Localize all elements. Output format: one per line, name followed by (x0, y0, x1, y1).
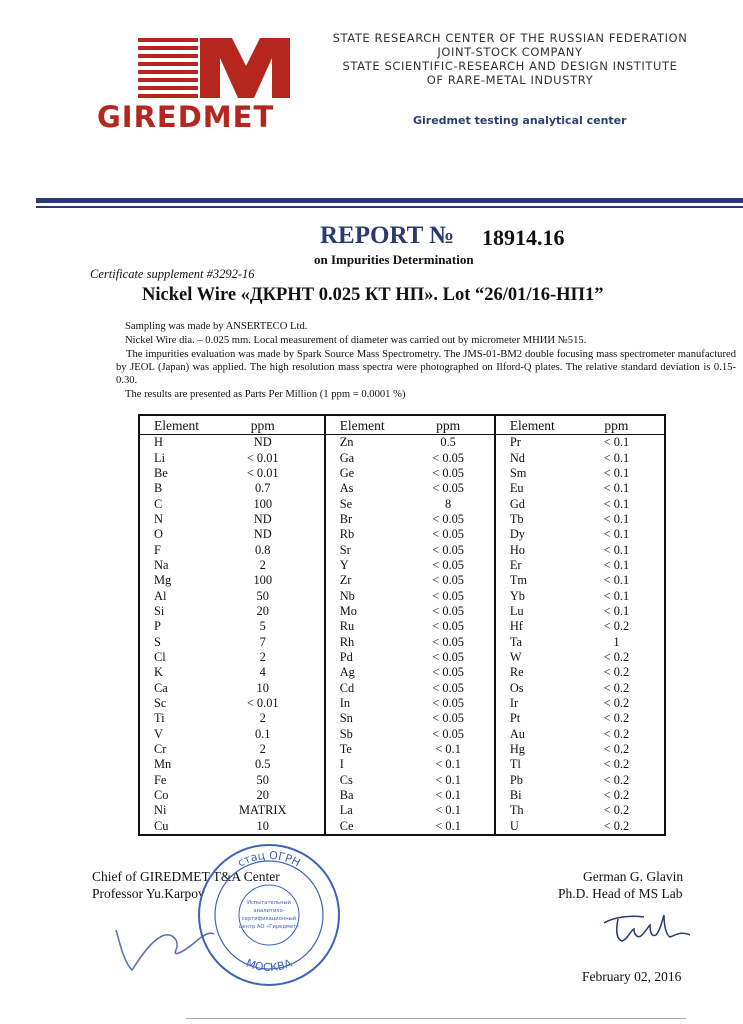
ppm-cell: 50 (256, 588, 269, 603)
ppm-cell: < 0.1 (603, 511, 630, 526)
table-row (139, 466, 665, 481)
stamp-center-line-1: Испытательный (247, 900, 291, 906)
element-cell: Sm (495, 466, 569, 481)
ppm-cell: < 0.2 (603, 803, 630, 818)
element-cell: V (154, 726, 163, 741)
element-cell: Au (495, 727, 569, 742)
ppm-cell: < 0.2 (603, 696, 630, 711)
ppm-cell: < 0.05 (432, 603, 465, 618)
ppm-cell: 1 (613, 634, 620, 649)
table-row (139, 681, 665, 696)
ppm-cell: < 0.05 (432, 465, 465, 480)
ppm-cell: ND (253, 527, 272, 542)
ppm-cell: 4 (259, 665, 266, 680)
ppm-cell: < 0.1 (603, 481, 630, 496)
ppm-cell: < 0.05 (432, 573, 465, 588)
lab-head-signature-icon (600, 905, 696, 951)
element-cell: Tl (495, 757, 569, 772)
column-header: ppm (402, 415, 494, 435)
element-cell: Zn (325, 435, 403, 451)
ppm-cell: < 0.2 (603, 619, 630, 634)
element-cell: K (154, 665, 163, 680)
table-row (139, 604, 665, 619)
ppm-cell: < 0.1 (435, 818, 461, 833)
element-cell: Hf (495, 619, 569, 634)
ppm-cell: < 0.01 (246, 696, 279, 711)
column-header: Element (325, 415, 403, 435)
element-cell: Os (495, 681, 569, 696)
ppm-cell: 0.5 (440, 435, 456, 450)
ppm-cell: < 0.01 (246, 450, 279, 465)
element-cell: Rh (325, 634, 403, 649)
ppm-cell: < 0.05 (432, 588, 465, 603)
ppm-cell: < 0.2 (603, 772, 630, 787)
stamp-center-line-3: сертификационный (241, 916, 297, 922)
institution-line-3: STATE SCIENTIFIC-RESEARCH AND DESIGN INSTITUTE (342, 59, 678, 73)
element-cell: Sb (325, 727, 403, 742)
element-cell: U (495, 819, 569, 835)
element-cell: Hg (495, 742, 569, 757)
column-header: ppm (202, 415, 325, 435)
element-cell: Th (495, 803, 569, 818)
header-divider-thick (36, 198, 743, 203)
ppm-cell: 2 (259, 742, 266, 757)
element-cell: Re (495, 665, 569, 680)
wire-text: Nickel Wire dia. – 0.025 mm. Local measurement of diameter was carried out by micrometer МНИИ №515. (125, 335, 587, 346)
table-row (139, 542, 665, 557)
institution-line-1: STATE RESEARCH CENTER OF THE RUSSIAN FEDERATION (332, 31, 688, 45)
element-cell: Mg (154, 573, 172, 588)
stamp-center-line-4: центр АО «Гиредмет» (238, 924, 300, 930)
element-cell: C (154, 496, 163, 511)
logo-wordmark: GIREDMET (97, 100, 275, 134)
table-row (139, 527, 665, 542)
ppm-cell: < 0.1 (603, 450, 630, 465)
ppm-cell: MATRIX (238, 803, 287, 818)
ppm-cell: < 0.05 (432, 481, 465, 496)
table-header-row (139, 415, 665, 435)
ppm-cell: < 0.05 (432, 649, 465, 664)
ppm-cell: < 0.1 (603, 527, 630, 542)
element-cell: Zr (325, 573, 403, 588)
table-row (139, 803, 665, 818)
table-row (139, 819, 665, 835)
ppm-cell: < 0.1 (603, 573, 630, 588)
ppm-cell: < 0.1 (603, 542, 630, 557)
element-cell: P (154, 619, 161, 634)
report-title: REPORT № (320, 222, 455, 249)
ppm-cell: < 0.05 (432, 634, 465, 649)
ppm-cell: < 0.1 (603, 603, 630, 618)
header-divider-thin (36, 206, 743, 208)
element-cell: B (154, 481, 163, 496)
table-row (139, 742, 665, 757)
element-cell: Ag (325, 665, 403, 680)
ppm-cell: < 0.2 (603, 742, 630, 757)
table-row (139, 558, 665, 573)
certificate-supplement: Certificate supplement #3292-16 (90, 267, 255, 281)
stamp-bottom-text: МОСКВА (244, 956, 294, 975)
ppm-cell: < 0.1 (435, 757, 461, 772)
element-cell: Y (325, 558, 403, 573)
element-cell: Se (325, 496, 403, 511)
footer-rule (186, 1018, 686, 1019)
table-row (139, 650, 665, 665)
element-cell: Mn (154, 757, 172, 772)
element-cell: Lu (495, 604, 569, 619)
ppm-cell: < 0.2 (603, 788, 630, 803)
ppm-cell: < 0.1 (603, 496, 630, 511)
element-cell: I (325, 757, 403, 772)
element-cell: Rb (325, 527, 403, 542)
ppm-cell: 10 (256, 818, 269, 833)
ppm-cell: < 0.1 (435, 803, 461, 818)
element-cell: W (495, 650, 569, 665)
element-cell: Gd (495, 496, 569, 511)
element-cell: O (154, 527, 163, 542)
element-cell: Ta (495, 634, 569, 649)
element-cell: Nd (495, 450, 569, 465)
element-cell: H (154, 435, 163, 450)
ppm-cell: 20 (256, 603, 269, 618)
element-cell: Ga (325, 450, 403, 465)
table-row (139, 481, 665, 496)
lab-head-title: Ph.D. Head of MS Lab (558, 886, 683, 901)
element-cell: F (154, 542, 161, 557)
ppm-cell: 100 (253, 573, 273, 588)
element-cell: Sr (325, 542, 403, 557)
element-cell: Ho (495, 542, 569, 557)
units-text: The results are presented as Parts Per Million (1 ppm = 0.0001 %) (125, 389, 406, 400)
report-date: February 02, 2016 (582, 969, 682, 984)
official-stamp-icon (196, 842, 342, 988)
element-cell: Fe (154, 772, 167, 787)
ppm-cell: < 0.05 (432, 696, 465, 711)
ppm-cell: < 0.05 (432, 542, 465, 557)
ppm-cell: < 0.2 (603, 649, 630, 664)
element-cell: Dy (495, 527, 569, 542)
ppm-cell: ND (253, 511, 272, 526)
chief-name: Professor Yu.Karpov (92, 886, 205, 901)
table-row (139, 696, 665, 711)
table-row (139, 435, 665, 451)
ppm-cell: < 0.1 (603, 557, 630, 572)
element-cell: Al (154, 588, 167, 603)
element-cell: Pt (495, 711, 569, 726)
ppm-cell: 2 (259, 711, 266, 726)
element-cell: Ba (325, 788, 403, 803)
element-cell: Ca (154, 680, 168, 695)
element-cell: Mo (325, 604, 403, 619)
method-text: The impurities evaluation was made by Spark Source Mass Spectrometry. The JMS-01-BM2 double focusing mass spectrometer manufactured by JEOL (Japan) was applied. The high resolution mass spectra were photographed on Ilford-Q plates. The relative standard deviation is 0.15-0.30. (116, 349, 736, 387)
ppm-cell: < 0.01 (246, 465, 279, 480)
element-cell: In (325, 696, 403, 711)
element-cell: Eu (495, 481, 569, 496)
element-cell: S (154, 634, 161, 649)
ppm-cell: 100 (253, 496, 273, 511)
element-cell: N (154, 511, 163, 526)
ppm-cell: 0.8 (254, 542, 271, 557)
column-header: Element (495, 415, 569, 435)
ppm-cell: 7 (259, 634, 266, 649)
element-cell: Pr (495, 435, 569, 451)
element-cell: Nb (325, 588, 403, 603)
stamp-top-text: стац ОГРН (235, 848, 303, 870)
column-header: ppm (569, 415, 665, 435)
element-cell: Be (154, 465, 168, 480)
ppm-cell: < 0.05 (432, 450, 465, 465)
ppm-cell: < 0.2 (603, 726, 630, 741)
table-row (139, 665, 665, 680)
ppm-cell: < 0.05 (432, 527, 465, 542)
element-cell: Pd (325, 650, 403, 665)
table-row (139, 588, 665, 603)
element-cell: Ni (154, 803, 167, 818)
institution-line-4: OF RARE-METAL INDUSTRY (426, 73, 594, 87)
element-cell: Tb (495, 512, 569, 527)
svg-text:стац ОГРН (235, 849, 302, 870)
ppm-cell: 2 (259, 649, 266, 664)
product-title: Nickel Wire «ДКРНТ 0.025 КТ НП». Lot “26/01/16-НП1” (142, 285, 604, 305)
ppm-cell: 0.7 (254, 481, 271, 496)
table-row (139, 711, 665, 726)
column-header: Element (139, 415, 202, 435)
element-cell: Ce (325, 819, 403, 835)
element-cell: Bi (495, 788, 569, 803)
ppm-cell: < 0.1 (603, 435, 630, 450)
element-cell: Yb (495, 588, 569, 603)
table-row (139, 727, 665, 742)
element-cell: Li (154, 450, 166, 465)
stamp-center-line-2: аналитико- (253, 908, 285, 914)
table-row (139, 573, 665, 588)
ppm-cell: < 0.05 (432, 665, 465, 680)
svg-text:МОСКВА (244, 956, 294, 974)
element-cell: Cs (325, 773, 403, 788)
ppm-cell: < 0.2 (603, 711, 630, 726)
ppm-cell: < 0.1 (603, 588, 630, 603)
element-cell: La (325, 803, 403, 818)
ppm-cell: 0.1 (254, 726, 271, 741)
element-cell: As (325, 481, 403, 496)
element-cell: Ru (325, 619, 403, 634)
table-row (139, 757, 665, 772)
element-cell: Ti (154, 711, 165, 726)
table-row (139, 773, 665, 788)
ppm-cell: < 0.1 (603, 465, 630, 480)
element-cell: Tm (495, 573, 569, 588)
chief-title: Chief of GIREDMET T&A Center (92, 869, 280, 884)
element-cell: Cl (154, 649, 166, 664)
element-cell: Si (154, 603, 165, 618)
institution-line-2: JOINT-STOCK COMPANY (437, 45, 583, 59)
ppm-cell: < 0.2 (603, 680, 630, 695)
table-row (139, 512, 665, 527)
ppm-cell: < 0.05 (432, 680, 465, 695)
table-row (139, 619, 665, 634)
ppm-cell: 2 (259, 557, 266, 572)
ppm-cell: < 0.05 (432, 711, 465, 726)
ppm-cell: < 0.2 (603, 665, 630, 680)
element-cell: Sn (325, 711, 403, 726)
ppm-cell: 10 (256, 680, 269, 695)
sampling-text: Sampling was made by ANSERTECO Ltd. (125, 321, 308, 332)
element-cell: Ir (495, 696, 569, 711)
table-row (139, 788, 665, 803)
report-number: 18914.16 (482, 225, 565, 250)
element-cell: Cr (154, 742, 167, 757)
element-cell: Ge (325, 466, 403, 481)
element-cell: Te (325, 742, 403, 757)
ppm-cell: 0.5 (254, 757, 271, 772)
ppm-cell: < 0.1 (435, 772, 461, 787)
element-cell: Na (154, 557, 169, 572)
element-cell: Cd (325, 681, 403, 696)
element-cell: Er (495, 558, 569, 573)
testing-center-label: Giredmet testing analytical center (413, 114, 627, 127)
ppm-cell: < 0.1 (435, 742, 461, 757)
ppm-cell: < 0.05 (432, 511, 465, 526)
ppm-cell: < 0.2 (603, 818, 630, 833)
element-cell: Sc (154, 696, 167, 711)
ppm-cell: 50 (256, 772, 269, 787)
table-row (139, 634, 665, 649)
ppm-cell: 5 (259, 619, 266, 634)
ppm-cell: < 0.1 (435, 788, 461, 803)
impurities-table (138, 414, 666, 836)
ppm-cell: < 0.05 (432, 557, 465, 572)
element-cell: Pb (495, 773, 569, 788)
element-cell: Co (154, 788, 169, 803)
ppm-cell: ND (253, 435, 272, 450)
element-cell: Br (325, 512, 403, 527)
report-subtitle: on Impurities Determination (314, 252, 474, 267)
element-cell: Cu (154, 818, 169, 833)
ppm-cell: < 0.05 (432, 619, 465, 634)
ppm-cell: 8 (445, 496, 452, 511)
table-row (139, 496, 665, 511)
lab-head-name: German G. Glavin (583, 869, 684, 884)
ppm-cell: < 0.2 (603, 757, 630, 772)
ppm-cell: 20 (256, 788, 269, 803)
table-row (139, 450, 665, 465)
ppm-cell: < 0.05 (432, 726, 465, 741)
